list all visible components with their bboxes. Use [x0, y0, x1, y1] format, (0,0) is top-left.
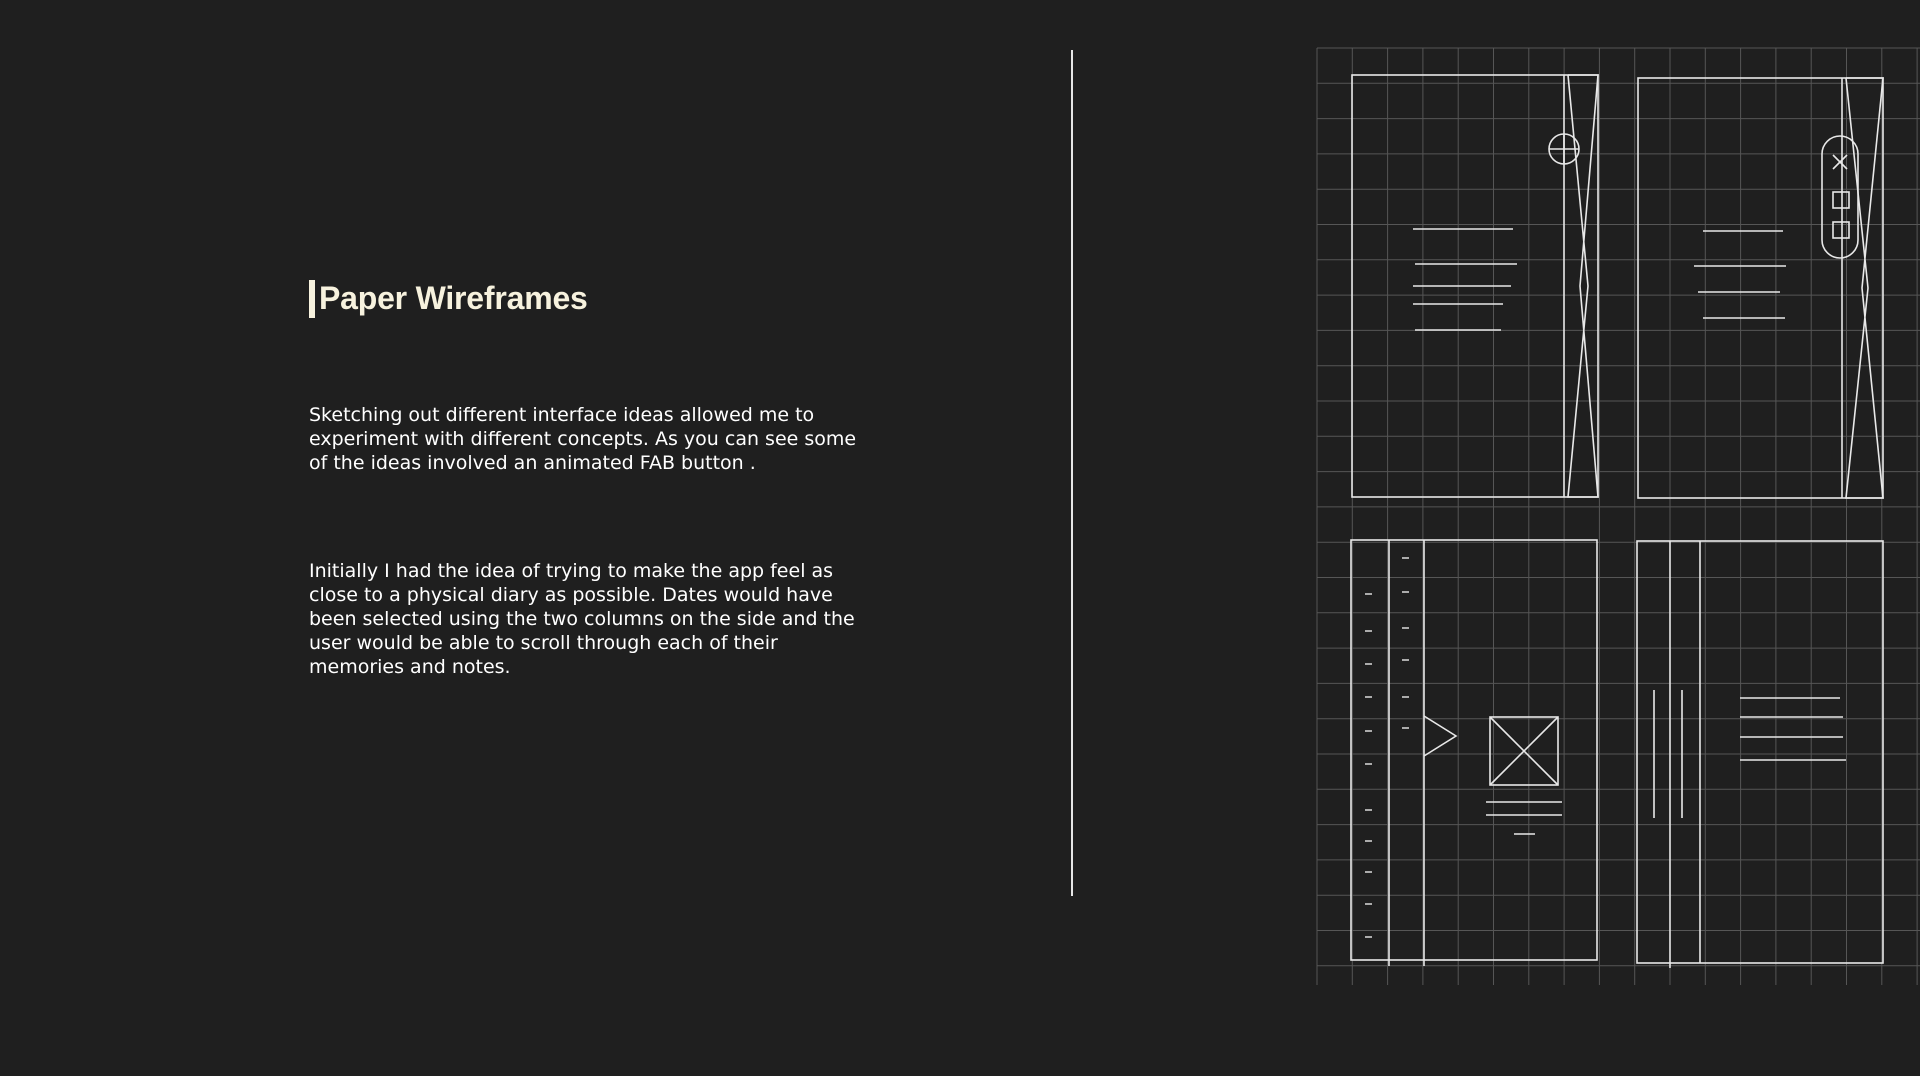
vertical-divider	[1071, 50, 1073, 896]
page-title-text: Paper Wireframes	[319, 280, 588, 316]
diary-concept-paragraph: Initially I had the idea of trying to make the app feel as close to a physical diary as possible. Dates would have been selected using the two columns on the side and the user would be able to scroll through each of their memories and notes.	[309, 560, 855, 678]
intro-paragraph: Sketching out different interface ideas allowed me to experiment with different concepts. As you can see some of the ideas involved an animated FAB button .	[309, 404, 857, 474]
paper-wireframes-sketch-image	[1308, 45, 1920, 985]
wireframe-fab-menu-sketch	[1352, 75, 1598, 497]
page-title	[309, 276, 588, 320]
title-accent-bar	[309, 280, 315, 318]
graph-paper-grid	[1317, 48, 1920, 985]
